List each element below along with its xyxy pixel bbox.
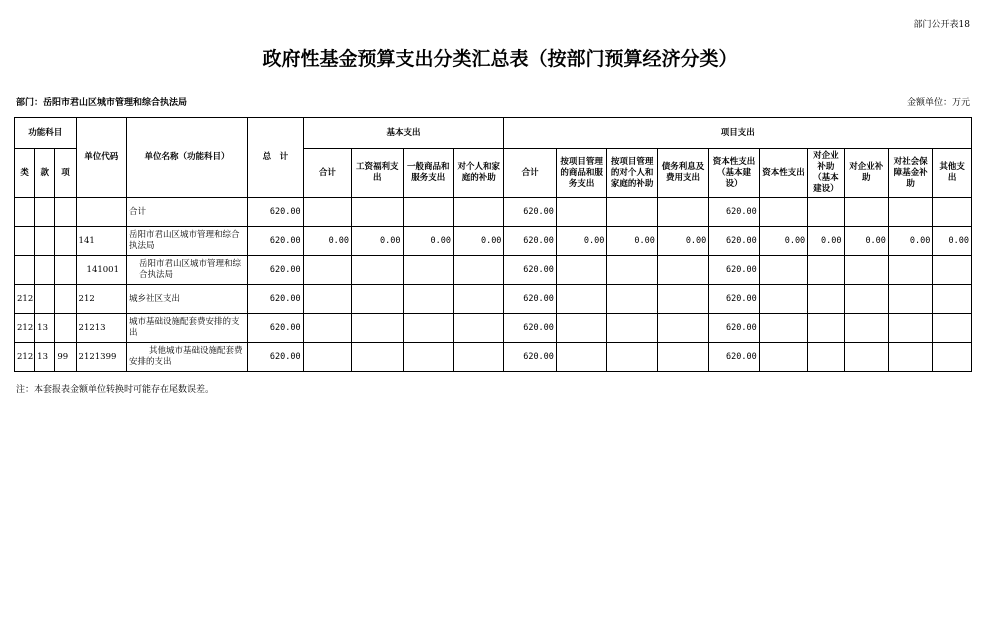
- cell-basic: [453, 285, 503, 314]
- cell-project: [933, 198, 972, 227]
- cell-total: 620.00: [248, 314, 304, 343]
- cell-project: [888, 256, 932, 285]
- cell-project: 620.00: [709, 256, 759, 285]
- header-unit-name: 单位名称（功能科目）: [127, 118, 248, 198]
- header-kuan: 款: [35, 149, 55, 198]
- cell-project: 0.00: [759, 227, 807, 256]
- cell-basic: 0.00: [403, 227, 453, 256]
- cell-basic: 0.00: [352, 227, 403, 256]
- header-basic-col: 对个人和家庭的补助: [453, 149, 503, 198]
- cell-project: [657, 314, 708, 343]
- cell-project: 620.00: [504, 256, 556, 285]
- cell-project: 0.00: [844, 227, 888, 256]
- cell-project: [607, 314, 657, 343]
- cell-project: [759, 198, 807, 227]
- header-project-col: 按项目管理的对个人和家庭的补助: [607, 149, 657, 198]
- cell-project: 620.00: [709, 285, 759, 314]
- cell-project: 620.00: [504, 285, 556, 314]
- cell-basic: [352, 314, 403, 343]
- cell-unit-code: 21213: [76, 314, 126, 343]
- header-project-col: 债务利息及费用支出: [657, 149, 708, 198]
- budget-table: [14, 117, 972, 372]
- cell-basic: [352, 285, 403, 314]
- cell-project: [556, 343, 606, 372]
- cell-lei: 212: [15, 285, 35, 314]
- cell-total: 620.00: [248, 256, 304, 285]
- cell-lei: [15, 256, 35, 285]
- cell-basic: [403, 198, 453, 227]
- cell-basic: [303, 198, 351, 227]
- cell-basic: [453, 343, 503, 372]
- cell-unit-name: 岳阳市君山区城市管理和综合执法局: [127, 256, 248, 285]
- cell-basic: [303, 256, 351, 285]
- cell-project: [556, 256, 606, 285]
- cell-project: [888, 285, 932, 314]
- cell-project: [556, 314, 606, 343]
- cell-xiang: [55, 198, 76, 227]
- table-row: [15, 256, 972, 285]
- cell-lei: [15, 227, 35, 256]
- cell-basic: [453, 314, 503, 343]
- cell-project: [808, 198, 844, 227]
- cell-unit-code: 141: [76, 227, 126, 256]
- cell-kuan: [35, 227, 55, 256]
- footnote: 注：本套报表金额单位转换时可能存在尾数误差。: [16, 385, 215, 395]
- cell-unit-name: 其他城市基础设施配套费安排的支出: [127, 343, 248, 372]
- header-basic-col: 工资福利支出: [352, 149, 403, 198]
- table-row: [15, 285, 972, 314]
- header-project-col: 其他支出: [933, 149, 972, 198]
- cell-project: [759, 343, 807, 372]
- cell-basic: [453, 198, 503, 227]
- cell-project: [607, 343, 657, 372]
- cell-project: [933, 256, 972, 285]
- cell-basic: [303, 343, 351, 372]
- cell-unit-name: 合计: [127, 198, 248, 227]
- header-project-col: 对企业补助（基本建设）: [808, 149, 844, 198]
- table-row: [15, 343, 972, 372]
- header-xiang: 项: [55, 149, 76, 198]
- cell-unit-code: 141001: [76, 256, 126, 285]
- cell-project: 620.00: [709, 343, 759, 372]
- cell-project: 0.00: [607, 227, 657, 256]
- cell-project: [759, 285, 807, 314]
- cell-unit-code: 212: [76, 285, 126, 314]
- cell-project: 620.00: [504, 198, 556, 227]
- header-lei: 类: [15, 149, 35, 198]
- header-func-subject: 功能科目: [15, 118, 77, 149]
- cell-unit-name: 城市基础设施配套费安排的支出: [127, 314, 248, 343]
- cell-xiang: [55, 256, 76, 285]
- cell-total: 620.00: [248, 198, 304, 227]
- cell-basic: 0.00: [303, 227, 351, 256]
- cell-unit-code: 2121399: [76, 343, 126, 372]
- cell-project: [657, 285, 708, 314]
- cell-unit-name: 岳阳市君山区城市管理和综合执法局: [127, 227, 248, 256]
- cell-basic: [352, 256, 403, 285]
- cell-project: 620.00: [504, 343, 556, 372]
- cell-unit-code: [76, 198, 126, 227]
- header-project-expenditure: 项目支出: [504, 118, 972, 149]
- cell-project: [844, 285, 888, 314]
- cell-xiang: [55, 285, 76, 314]
- cell-project: 0.00: [888, 227, 932, 256]
- cell-basic: [403, 256, 453, 285]
- cell-project: [844, 343, 888, 372]
- cell-project: [844, 198, 888, 227]
- header-project-col: 资本性支出: [759, 149, 807, 198]
- cell-project: [657, 198, 708, 227]
- cell-basic: [352, 343, 403, 372]
- table-row: [15, 198, 972, 227]
- department-label: 部门：岳阳市君山区城市管理和综合执法局: [16, 98, 188, 108]
- cell-xiang: [55, 227, 76, 256]
- header-project-col: 资本性支出（基本建设）: [709, 149, 759, 198]
- form-number: 部门公开表18: [913, 20, 970, 30]
- cell-basic: 0.00: [453, 227, 503, 256]
- cell-lei: 212: [15, 343, 35, 372]
- cell-project: 0.00: [657, 227, 708, 256]
- cell-project: [759, 256, 807, 285]
- cell-project: [759, 314, 807, 343]
- header-basic-col: 合计: [303, 149, 351, 198]
- cell-unit-name: 城乡社区支出: [127, 285, 248, 314]
- cell-basic: [453, 256, 503, 285]
- cell-project: 620.00: [504, 227, 556, 256]
- page-title: 政府性基金预算支出分类汇总表（按部门预算经济分类）: [262, 48, 738, 70]
- cell-project: [888, 314, 932, 343]
- cell-project: [844, 256, 888, 285]
- cell-project: [933, 285, 972, 314]
- cell-project: [657, 256, 708, 285]
- cell-project: [933, 314, 972, 343]
- cell-project: [844, 314, 888, 343]
- cell-basic: [403, 343, 453, 372]
- header-basic-expenditure: 基本支出: [303, 118, 504, 149]
- cell-project: [888, 198, 932, 227]
- cell-project: 0.00: [808, 227, 844, 256]
- cell-project: 0.00: [933, 227, 972, 256]
- cell-project: [808, 343, 844, 372]
- cell-total: 620.00: [248, 227, 304, 256]
- cell-basic: [303, 314, 351, 343]
- cell-project: [657, 343, 708, 372]
- header-project-col: 按项目管理的商品和服务支出: [556, 149, 606, 198]
- table-row: [15, 314, 972, 343]
- cell-xiang: 99: [55, 343, 76, 372]
- cell-project: [556, 285, 606, 314]
- cell-kuan: 13: [35, 343, 55, 372]
- table-row: [15, 227, 972, 256]
- header-total: 总 计: [248, 118, 304, 198]
- cell-basic: [403, 285, 453, 314]
- cell-kuan: [35, 256, 55, 285]
- cell-project: [607, 256, 657, 285]
- cell-project: [556, 198, 606, 227]
- cell-project: 620.00: [504, 314, 556, 343]
- cell-kuan: [35, 285, 55, 314]
- cell-project: [808, 256, 844, 285]
- amount-unit-label: 金额单位：万元: [906, 98, 970, 108]
- header-project-col: 对社会保障基金补助: [888, 149, 932, 198]
- cell-project: 620.00: [709, 314, 759, 343]
- cell-kuan: [35, 198, 55, 227]
- cell-total: 620.00: [248, 285, 304, 314]
- cell-project: [888, 343, 932, 372]
- header-project-col: 合计: [504, 149, 556, 198]
- cell-total: 620.00: [248, 343, 304, 372]
- cell-kuan: 13: [35, 314, 55, 343]
- cell-lei: [15, 198, 35, 227]
- cell-project: 620.00: [709, 227, 759, 256]
- cell-lei: 212: [15, 314, 35, 343]
- header-project-col: 对企业补助: [844, 149, 888, 198]
- cell-project: [933, 343, 972, 372]
- cell-project: [607, 285, 657, 314]
- header-unit-code: 单位代码: [76, 118, 126, 198]
- cell-project: [607, 198, 657, 227]
- cell-basic: [352, 198, 403, 227]
- cell-project: [808, 285, 844, 314]
- cell-project: [808, 314, 844, 343]
- cell-project: 620.00: [709, 198, 759, 227]
- cell-project: 0.00: [556, 227, 606, 256]
- cell-xiang: [55, 314, 76, 343]
- cell-basic: [303, 285, 351, 314]
- header-basic-col: 一般商品和服务支出: [403, 149, 453, 198]
- cell-basic: [403, 314, 453, 343]
